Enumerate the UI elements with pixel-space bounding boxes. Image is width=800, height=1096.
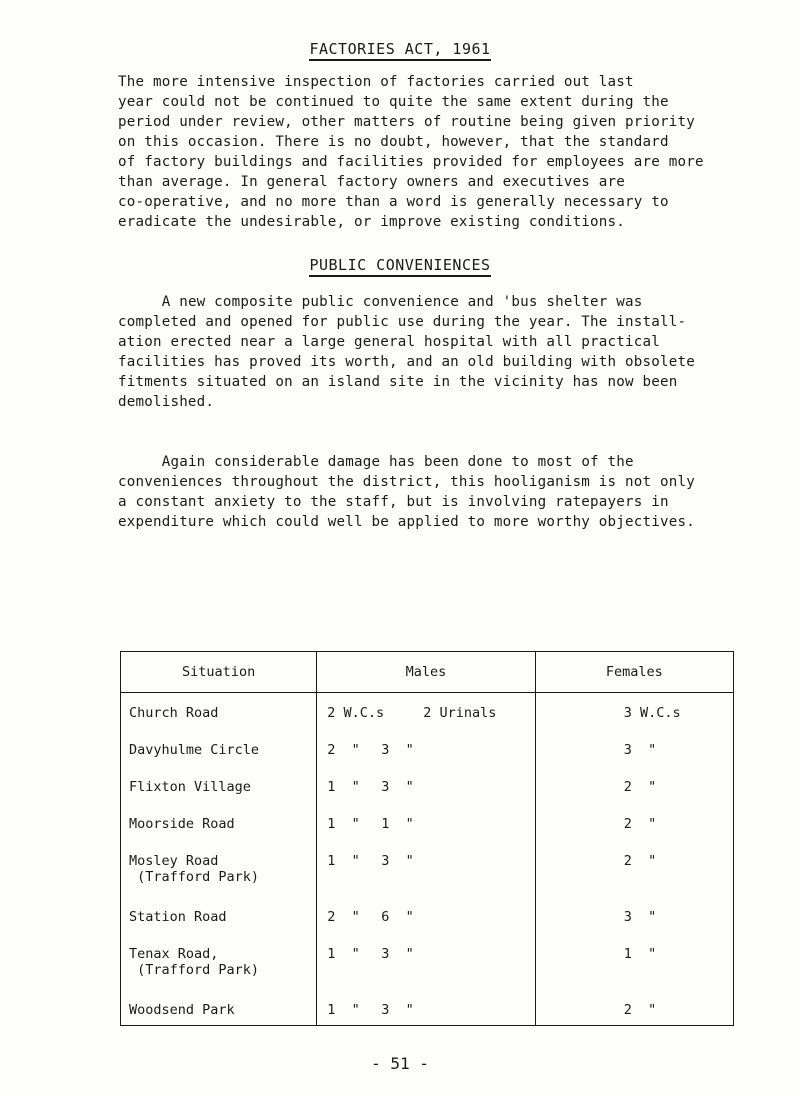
males-urinal-count: 3 " (381, 945, 414, 962)
situation-cell: Tenax Road, (Trafford Park) (121, 934, 317, 990)
females-cell: 3 W.C.s (535, 693, 733, 730)
males-urinal-count: 3 " (381, 778, 414, 795)
males-wc-count: 2 " (327, 741, 360, 758)
header-females: Females (535, 652, 733, 693)
males-cell (317, 767, 535, 804)
males-cell (317, 990, 535, 1026)
males-urinal-count: 3 " (381, 741, 414, 758)
public-conveniences-heading: PUBLIC CONVENIENCES (0, 256, 800, 274)
table-row (121, 841, 734, 897)
males-wc-count: 1 " (327, 1001, 360, 1018)
table-row (121, 934, 734, 990)
males-cell (317, 841, 535, 897)
table-header-row (121, 652, 734, 693)
situation-cell: Church Road (121, 693, 317, 730)
table-row (121, 990, 734, 1026)
situation-cell: Station Road (121, 897, 317, 934)
males-urinal-count: 1 " (381, 815, 414, 832)
males-cell (317, 934, 535, 990)
females-cell: 2 " (535, 804, 733, 841)
males-wc-count: 2 W.C.s (327, 705, 385, 721)
females-cell: 2 " (535, 841, 733, 897)
table-row (121, 804, 734, 841)
factories-paragraph: The more intensive inspection of factories carried out last year could not be continued to quite the same extent during the period under review, other matters of routine being given priority on this occasion. There is no doubt, however, that the standard of factory buildings and facilities provided for employees are more than average. In general factory owners and executives are co-operative, and no more than a word is generally necessary to eradicate the undesirable, or improve existing conditions. (118, 74, 704, 230)
factories-act-heading: FACTORIES ACT, 1961 (0, 40, 800, 58)
situation-cell: Davyhulme Circle (121, 730, 317, 767)
females-cell: 1 " (535, 934, 733, 990)
females-cell: 3 " (535, 897, 733, 934)
males-wc-count: 2 " (327, 908, 360, 925)
table-row (121, 730, 734, 767)
table-row (121, 693, 734, 730)
table-row (121, 767, 734, 804)
situation-cell: Mosley Road (Trafford Park) (121, 841, 317, 897)
females-cell: 3 " (535, 730, 733, 767)
males-urinal-count: 3 " (381, 1001, 414, 1018)
males-wc-count: 1 " (327, 852, 360, 869)
page-number: - 51 - (371, 1054, 429, 1073)
males-cell (317, 897, 535, 934)
males-wc-count: 1 " (327, 815, 360, 832)
males-cell (317, 693, 535, 730)
males-urinal-count: 6 " (381, 908, 414, 925)
header-males: Males (317, 652, 535, 693)
situation-cell: Flixton Village (121, 767, 317, 804)
females-cell: 2 " (535, 767, 733, 804)
damage-paragraph: Again considerable damage has been done to most of the conveniences throughout the district, this hooliganism is not only a constant anxiety to the staff, but is involving ratepayers in expenditure which could well be applied to more worthy objectives. (118, 454, 695, 530)
header-situation: Situation (121, 652, 317, 693)
males-cell (317, 730, 535, 767)
new-convenience-paragraph: A new composite public convenience and 'bus shelter was completed and opened for public use during the year. The install- ation erected near a large general hospital with all practical facilities has proved its worth, and an old building with obsolete fitments situated on an island site in the vicinity has now been demolished. (118, 294, 695, 410)
males-cell (317, 804, 535, 841)
conveniences-table (120, 651, 734, 1026)
males-urinal-count: 3 " (381, 852, 414, 869)
males-wc-count: 1 " (327, 945, 360, 962)
males-wc-count: 1 " (327, 778, 360, 795)
males-urinal-count: 2 Urinals (423, 705, 497, 721)
table-row (121, 897, 734, 934)
females-cell: 2 " (535, 990, 733, 1026)
situation-cell: Moorside Road (121, 804, 317, 841)
situation-cell: Woodsend Park (121, 990, 317, 1026)
